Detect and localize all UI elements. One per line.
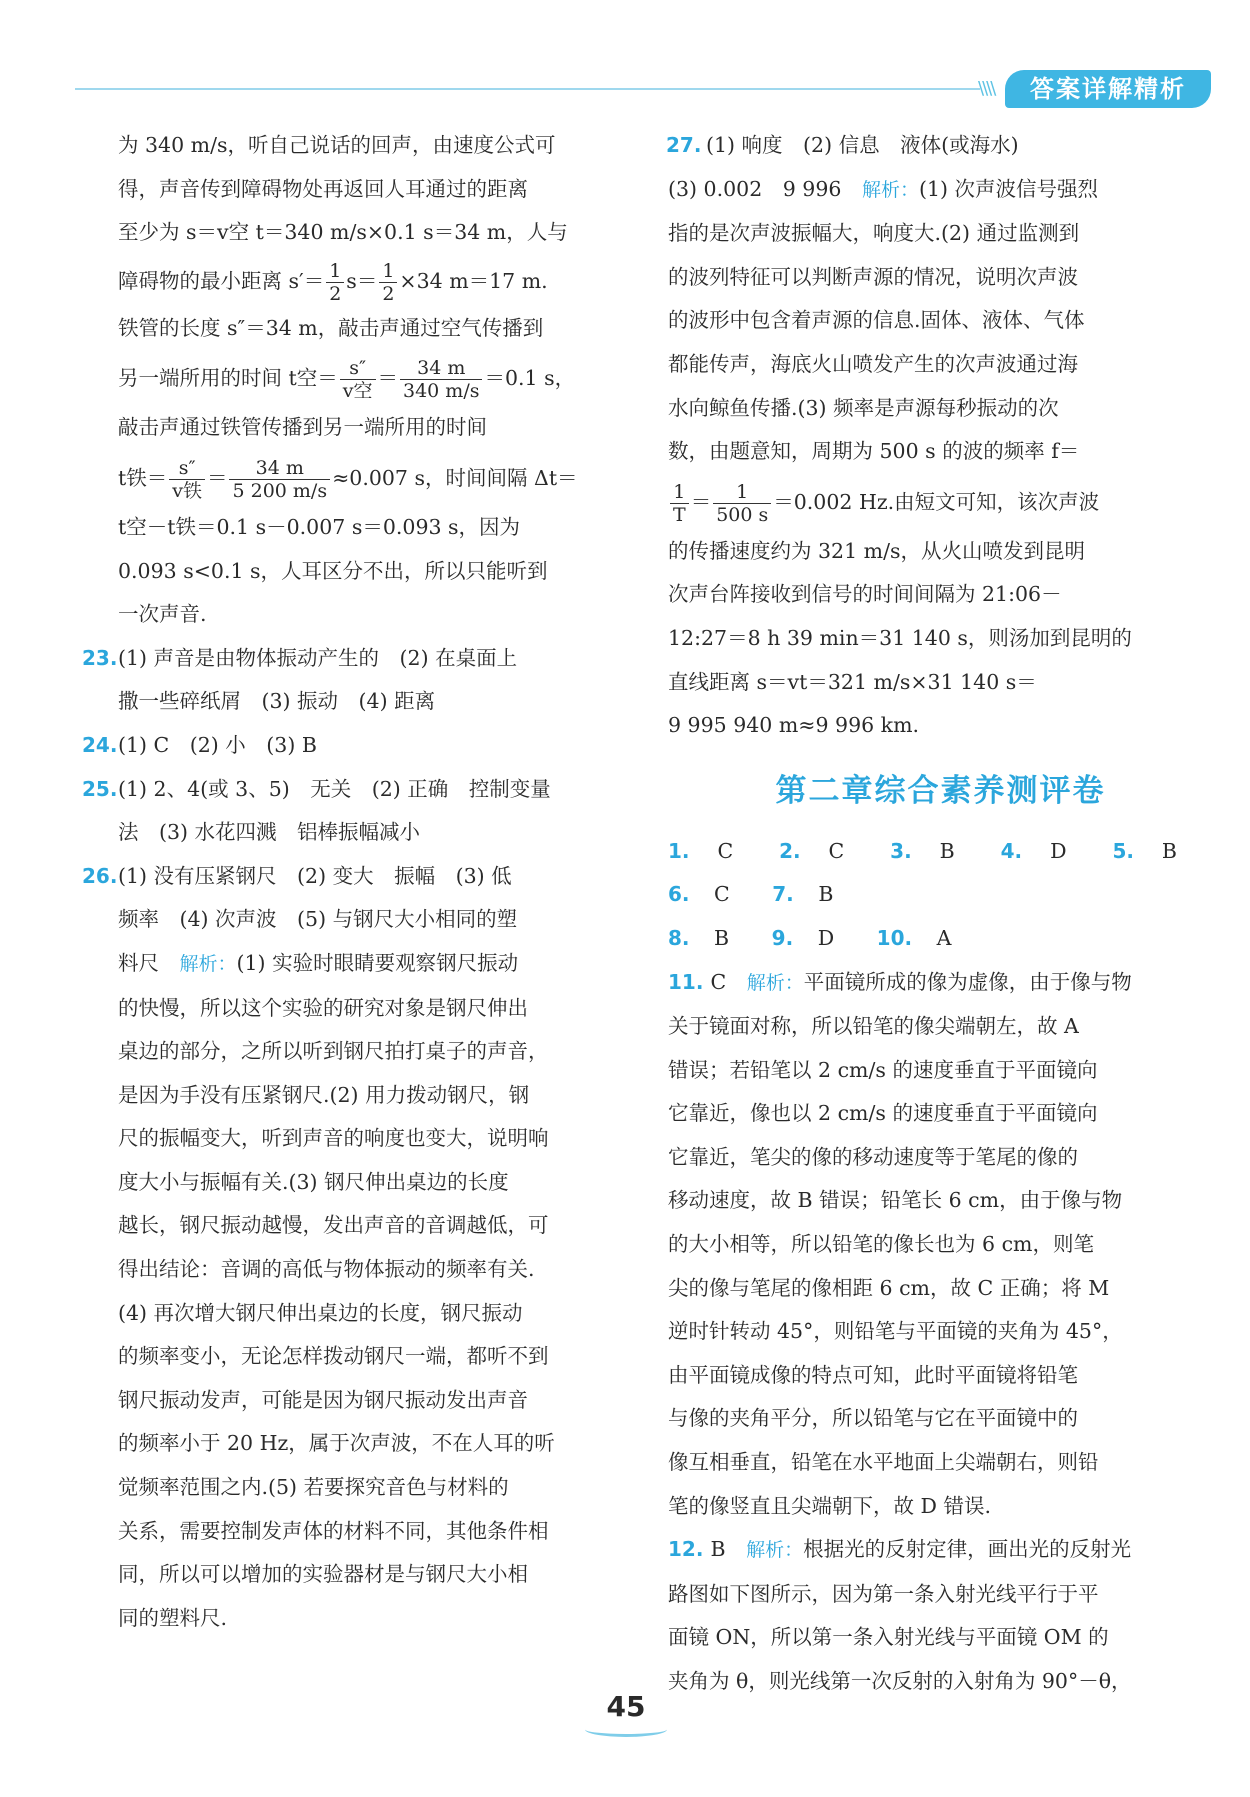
text-fragment: 平面镜所成的像为虚像，由于像与物	[803, 969, 1132, 994]
text-fragment: ＝0.002 Hz.由短文可知，该次声波	[773, 489, 1100, 514]
text-line: 频率 (4) 次声波 (5) 与钢尺大小相同的塑	[118, 907, 518, 932]
text-line: 夹角为 θ，则光线第一次反射的入射角为 90°－θ，	[668, 1669, 1132, 1693]
section-title: 第二章综合素养测评卷	[775, 772, 1106, 809]
text-line: 同的塑料尺.	[118, 1605, 228, 1630]
question-number: 1.	[668, 838, 690, 863]
text-fragment: t铁＝	[118, 465, 168, 490]
text-line: 指的是次声波振幅大，响度大.(2) 通过监测到	[668, 221, 1080, 246]
answer-text: C	[710, 969, 727, 994]
answer-text: C	[828, 838, 845, 863]
text-line: 觉频率范围之内.(5) 若要探究音色与材料的	[118, 1475, 509, 1500]
answer-26	[82, 855, 618, 899]
numerator: 1	[379, 260, 397, 283]
text-line: 至少为 s＝v空 t＝340 m/s×0.1 s＝34 m，人与	[118, 220, 568, 245]
answer-11	[668, 961, 1213, 1006]
fraction	[400, 357, 482, 402]
question-number: 4.	[1000, 838, 1023, 863]
answer-text: B	[818, 882, 834, 907]
answers-row	[668, 917, 1213, 961]
text-line: 度大小与振幅有关.(3) 钢尺伸出桌边的长度	[118, 1169, 509, 1194]
text-line: 同，所以可以增加的实验器材是与钢尺大小相	[118, 1562, 528, 1587]
text-line: 得出结论：音调的高低与物体振动的频率有关.	[118, 1257, 535, 1282]
question-number: 27.	[666, 133, 702, 157]
answer-pair	[772, 926, 852, 950]
answer-pair	[1001, 839, 1085, 863]
answer-text: C	[714, 882, 730, 907]
text-line: 一次声音.	[118, 602, 207, 627]
question-number: 8.	[668, 925, 690, 950]
text-line: 数，由题意知，周期为 500 s 的波的频率 f＝	[668, 439, 1080, 464]
answer-pair	[668, 926, 747, 950]
text-line: 它靠近，笔尖的像的移动速度等于笔尾的像的	[668, 1144, 1078, 1169]
header-rule	[75, 88, 980, 90]
text-line: 像互相垂直，铅笔在水平地面上尖端朝右，则铅	[668, 1450, 1099, 1475]
text-line: 撒一些碎纸屑 (3) 振动 (4) 距离	[118, 689, 436, 714]
answer-12	[668, 1528, 1213, 1573]
text-fragment: 料尺	[118, 950, 180, 975]
text-fragment: s＝	[346, 268, 378, 293]
answer-text: B	[714, 925, 730, 950]
text-fragment: ＝0.1 s，	[484, 366, 576, 391]
left-column	[82, 124, 618, 1640]
answer-text: (1) 响度 (2) 信息 液体(或海水)	[706, 133, 1019, 157]
header-ticks: \\\\	[978, 78, 995, 99]
text-line: 次声台阵接收到信号的时间间隔为 21:06－	[668, 582, 1062, 607]
question-number: 10.	[876, 925, 913, 950]
answer-pair	[779, 839, 862, 863]
text-fragment: (1) 次声波信号强烈	[918, 176, 1099, 201]
text-line: 法 (3) 水花四溅 铝棒振幅减小	[118, 820, 421, 845]
question-number: 3.	[890, 838, 912, 863]
text-line: 逆时针转动 45°，则铅笔与平面镜的夹角为 45°，	[668, 1319, 1123, 1344]
question-number: 26.	[82, 863, 118, 888]
denominator: 2	[382, 282, 395, 305]
text-fragment: (3) 0.002 9 996	[668, 176, 862, 201]
numerator: 34 m	[229, 457, 330, 480]
fraction	[340, 357, 376, 402]
text-fragment: ×34 m＝17 m.	[399, 268, 548, 293]
text-line: 它靠近，像也以 2 cm/s 的速度垂直于平面镜向	[668, 1101, 1098, 1126]
text-line: 笔的像竖直且尖端朝下，故 D 错误.	[668, 1493, 991, 1518]
text-line: 都能传声，海底火山喷发产生的次声波通过海	[668, 351, 1078, 376]
text-line: 得，声音传到障碍物处再返回人耳通过的距离	[118, 176, 528, 201]
answer-pair	[890, 839, 973, 863]
text-line: 的频率小于 20 Hz，属于次声波，不在人耳的听	[118, 1431, 555, 1456]
text-line: 面镜 ON，所以第一条入射光线与平面镜 OM 的	[668, 1625, 1109, 1650]
analysis-label: 解析：	[179, 952, 237, 975]
text-line: 水向鲸鱼传播.(3) 频率是声源每秒振动的次	[668, 395, 1059, 420]
text-fragment: 根据光的反射定律，画出光的反射光	[803, 1537, 1132, 1562]
answer-text: A	[936, 925, 952, 950]
page-number: 45	[606, 1690, 646, 1723]
text-line: 的频率变小，无论怎样拨动钢尺一端，都听不到	[118, 1344, 549, 1369]
question-number: 5.	[1112, 838, 1134, 863]
text-line: 错误；若铅笔以 2 cm/s 的速度垂直于平面镜向	[668, 1057, 1098, 1082]
text-fragment: 另一端所用的时间 t空＝	[118, 366, 338, 391]
numerator: s″	[340, 357, 376, 380]
header-tag: 答案详解精析	[1005, 70, 1211, 108]
text-line: 移动速度，故 B 错误；铅笔长 6 cm，由于像与物	[668, 1188, 1123, 1213]
formula-line	[118, 255, 618, 307]
question-number: 7.	[772, 882, 794, 907]
answer-text: C	[717, 838, 734, 863]
answer-27	[668, 124, 1213, 168]
fraction	[379, 260, 397, 305]
text-line: 0.093 s<0.1 s，人耳区分不出，所以只能听到	[118, 558, 548, 583]
answer-pair	[877, 926, 970, 950]
question-number: 11.	[668, 969, 704, 994]
text-line: 路图如下图所示，因为第一条入射光线平行于平	[668, 1581, 1099, 1606]
text-line: 直线距离 s＝vt＝321 m/s×31 140 s＝	[668, 669, 1037, 694]
text-line: 的大小相等，所以铅笔的像长也为 6 cm，则笔	[668, 1232, 1094, 1257]
text-line: 为 340 m/s，听自己说话的回声，由速度公式可	[118, 133, 556, 157]
answer-pair	[1112, 839, 1195, 863]
text-line: 由平面镜成像的特点可知，此时平面镜将铅笔	[668, 1362, 1078, 1387]
denominator: 2	[329, 282, 342, 305]
question-number: 2.	[779, 838, 801, 863]
analysis-label: 解析：	[746, 1539, 804, 1562]
answer-25	[82, 768, 618, 812]
question-number: 6.	[668, 882, 690, 907]
formula-line: t铁＝ $\frac{s''}{\text{v铁}}$ ＝ $\frac{34 m}{5 200 m/s}$ ≈0.007 s，时间间隔 Δt＝	[118, 456, 578, 502]
answer-text: (1) 声音是由物体振动产生的 (2) 在桌面上	[118, 645, 518, 670]
denominator: 340 m/s	[403, 380, 480, 403]
formula-line: 另一端所用的时间 t空＝ $\frac{s''}{\text{v空}}$ ＝ $\frac{34 m}{340 m/s}$ ＝0.1 s，	[118, 357, 576, 403]
answer-text: D	[1050, 838, 1067, 863]
formula-line: $\frac{1}{T}$ ＝ $\frac{1}{500 s}$ ＝0.002 Hz.由短文可知，该次声波	[668, 474, 1213, 530]
numerator: s″	[169, 457, 205, 480]
text-line: 的波形中包含着声源的信息.固体、液体、气体	[668, 308, 1085, 333]
fraction	[670, 481, 689, 526]
numerator: 34 m	[400, 357, 482, 380]
denominator: T	[673, 503, 686, 526]
text-fragment: ≈0.007 s，时间间隔 Δt＝	[332, 465, 578, 490]
text-line: 敲击声通过铁管传播到另一端所用的时间	[118, 415, 487, 440]
answer-text: D	[817, 925, 835, 950]
text-line: 关系，需要控制发声体的材料不同，其他条件相	[118, 1518, 549, 1543]
denominator: 500 s	[716, 503, 769, 526]
text-line: 越长，钢尺振动越慢，发出声音的音调越低，可	[118, 1213, 549, 1238]
answer-text: (1) C (2) 小 (3) B	[118, 732, 317, 757]
text-line: 关于镜面对称，所以铅笔的像尖端朝左，故 A	[668, 1014, 1079, 1039]
text-line: 桌边的部分，之所以听到钢尺拍打桌子的声音，	[118, 1039, 549, 1064]
fraction	[229, 457, 330, 502]
right-column	[668, 124, 1213, 1704]
text-line	[668, 168, 1213, 213]
analysis-label: 解析：	[861, 178, 919, 201]
text-fragment: (1) 实验时眼睛要观察钢尺振动	[236, 950, 519, 975]
text-line: 9 995 940 m≈9 996 km.	[668, 713, 920, 738]
numerator: 1	[326, 260, 344, 283]
answer-pair	[668, 839, 751, 863]
question-number: 23.	[82, 645, 118, 670]
question-number: 9.	[771, 925, 794, 950]
question-number: 12.	[668, 1537, 704, 1562]
text-line: 铁管的长度 s″＝34 m，敲击声通过空气传播到	[118, 315, 544, 340]
numerator: 1	[670, 481, 689, 504]
text-line: 的快慢，所以这个实验的研究对象是钢尺伸出	[118, 995, 528, 1020]
text-line: 与像的夹角平分，所以铅笔与它在平面镜中的	[668, 1406, 1078, 1431]
text-line: t空－t铁＝0.1 s－0.007 s＝0.093 s，因为	[118, 514, 521, 539]
text-fragment: 障碍物的最小距离 s′＝	[118, 268, 325, 293]
numerator: 1	[713, 481, 771, 504]
denominator: v铁	[172, 479, 202, 502]
analysis-label: 解析：	[746, 971, 804, 994]
answer-text: B	[1161, 838, 1177, 863]
page-number-decoration	[585, 1722, 667, 1737]
fraction	[169, 457, 205, 502]
text-line: 12:27＝8 h 39 min＝31 140 s，则汤加到昆明的	[668, 625, 1132, 650]
text-line: 的波列特征可以判断声源的情况，说明次声波	[668, 264, 1078, 289]
answer-text: (1) 2、4(或 3、5) 无关 (2) 正确 控制变量	[118, 776, 551, 801]
answer-text: (1) 没有压紧钢尺 (2) 变大 振幅 (3) 低	[118, 863, 512, 888]
question-number: 25.	[82, 776, 118, 801]
answer-pair	[668, 882, 748, 906]
text-line: 的传播速度约为 321 m/s，从火山喷发到昆明	[668, 538, 1086, 563]
answer-23	[82, 637, 618, 681]
answer-text: B	[710, 1537, 726, 1562]
text-line: 是因为手没有压紧钢尺.(2) 用力拨动钢尺，钢	[118, 1082, 530, 1107]
fraction	[713, 481, 771, 526]
text-line	[118, 942, 618, 987]
text-line: 尺的振幅变大，听到声音的响度也变大，说明响	[118, 1126, 549, 1151]
text-line: 尖的像与笔尾的像相距 6 cm，故 C 正确；将 M	[668, 1275, 1110, 1300]
denominator: 5 200 m/s	[232, 479, 328, 502]
answer-pair	[772, 882, 851, 906]
fraction	[326, 260, 344, 305]
answers-row	[668, 830, 1213, 917]
text-line: 钢尺振动发声，可能是因为钢尺振动发出声音	[118, 1387, 528, 1412]
answer-24	[82, 724, 618, 768]
answer-text: B	[939, 838, 955, 863]
denominator: v空	[342, 380, 373, 403]
question-number: 24.	[82, 732, 118, 757]
text-line: (4) 再次增大钢尺伸出桌边的长度，钢尺振动	[118, 1300, 523, 1325]
